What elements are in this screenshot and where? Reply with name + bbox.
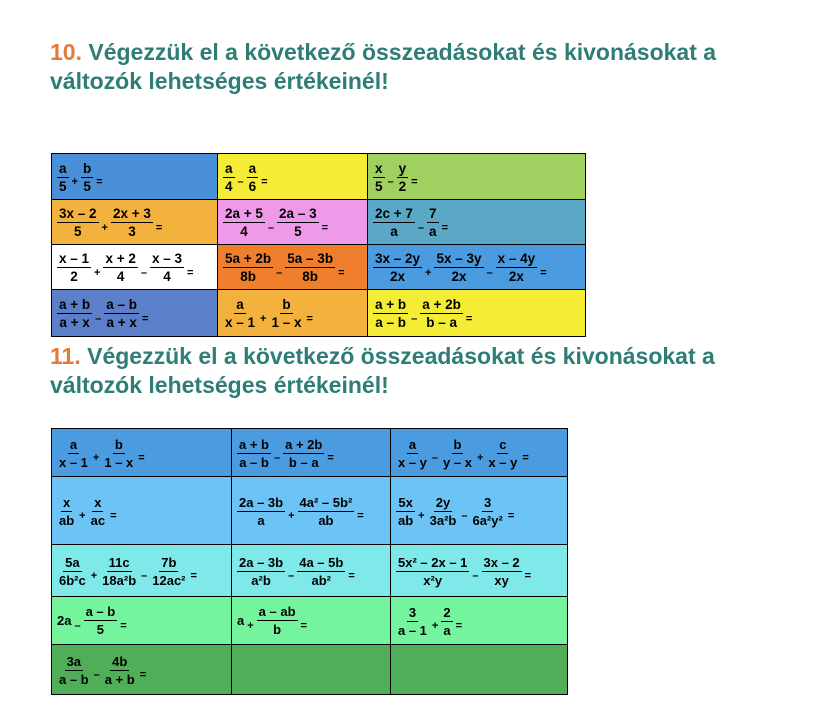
numerator: 2a – 3	[279, 206, 317, 221]
numerator: a + b	[375, 297, 407, 312]
numerator: 5x	[398, 494, 413, 510]
denominator: 6	[248, 178, 257, 194]
numerator: 3	[484, 494, 492, 510]
numerator: 2a + 5	[225, 206, 263, 221]
exercise-cell	[218, 154, 368, 200]
denominator: a – 1	[398, 622, 427, 638]
operator: –	[276, 266, 283, 279]
exercise-cell	[52, 545, 232, 597]
numerator: 7	[429, 206, 437, 221]
numerator: a – b	[85, 604, 116, 619]
fraction	[496, 251, 538, 284]
expression	[56, 555, 197, 588]
denominator: b	[273, 622, 282, 637]
fraction	[396, 605, 429, 638]
expression	[372, 251, 547, 284]
fraction	[269, 297, 303, 330]
fraction	[223, 251, 273, 284]
table-row	[52, 477, 568, 545]
denominator: 2	[398, 178, 407, 194]
expression	[395, 605, 462, 638]
denominator: xy	[494, 572, 509, 588]
numerator: a	[408, 436, 417, 452]
operator: +	[94, 266, 101, 279]
equals-sign: =	[348, 570, 355, 582]
expression	[56, 251, 193, 284]
numerator: 4b	[112, 653, 128, 669]
fraction	[57, 251, 91, 284]
operator: +	[288, 510, 295, 522]
expression	[395, 555, 531, 588]
numerator: b	[114, 436, 123, 452]
equals-sign: =	[507, 510, 515, 522]
fraction	[57, 206, 99, 239]
fraction	[237, 495, 285, 528]
equals-sign: =	[187, 266, 194, 279]
fraction	[57, 654, 91, 687]
denominator: 4	[240, 224, 248, 239]
exercise-cell	[218, 245, 368, 290]
equals-sign: =	[357, 510, 364, 522]
expression	[236, 555, 355, 588]
fraction	[486, 437, 519, 470]
denominator: 8b	[240, 269, 256, 284]
denominator: a + x	[59, 315, 90, 330]
exercise-10-number: 10.	[50, 39, 82, 65]
expression	[236, 495, 364, 528]
exercise-10-body	[52, 154, 586, 337]
operator: –	[417, 221, 425, 234]
expression	[56, 654, 146, 687]
denominator: x – y	[488, 454, 518, 470]
term: a	[237, 613, 245, 628]
numerator: 2c + 7	[375, 206, 413, 221]
exercise-cell	[218, 200, 368, 245]
fraction	[247, 161, 259, 194]
numerator: b	[453, 436, 462, 452]
table-row	[52, 597, 568, 645]
numerator: 2x + 3	[112, 206, 151, 221]
fraction	[420, 297, 463, 330]
operator: –	[74, 619, 81, 632]
numerator: x	[62, 494, 71, 510]
exercise-11-title: Végezzük el a következő összeadásokat és kivonásokat a változók lehetséges értékeinél!	[50, 343, 715, 398]
denominator: 5	[74, 224, 82, 239]
denominator: a	[390, 224, 398, 239]
fraction	[102, 437, 135, 470]
numerator: a + 2b	[285, 436, 323, 452]
equals-sign: =	[441, 221, 448, 234]
denominator: 2	[70, 269, 78, 284]
exercise-cell	[52, 200, 218, 245]
expression	[236, 604, 307, 637]
denominator: a	[429, 224, 437, 239]
expression	[372, 206, 448, 239]
operator: –	[486, 266, 493, 279]
numerator: x – 4y	[497, 251, 536, 266]
fraction	[396, 555, 469, 588]
numerator: y	[398, 160, 407, 176]
expression	[56, 206, 162, 239]
numerator: 5x – 3y	[436, 251, 482, 266]
expression	[56, 297, 148, 330]
denominator: a – b	[375, 315, 406, 330]
denominator: 5	[294, 224, 302, 239]
numerator: 2a – 3b	[239, 554, 284, 570]
table-row	[52, 154, 586, 200]
fraction	[111, 206, 153, 239]
operator: –	[95, 312, 102, 325]
fraction	[237, 437, 271, 470]
exercise-cell	[368, 200, 586, 245]
exercise-cell	[232, 429, 391, 477]
equals-sign: =	[120, 619, 127, 632]
fraction	[482, 555, 522, 588]
operator: +	[476, 452, 484, 464]
fraction	[57, 161, 69, 194]
operator: –	[267, 221, 275, 234]
denominator: 4	[116, 269, 125, 284]
denominator: 1 – x	[271, 315, 302, 330]
expression	[236, 437, 334, 470]
fraction	[57, 297, 92, 330]
equals-sign: =	[261, 176, 268, 188]
denominator: 1 – x	[104, 454, 134, 470]
exercise-cell	[52, 429, 232, 477]
denominator: y – x	[443, 454, 472, 470]
exercise-cell	[391, 645, 568, 695]
denominator: 6a²y²	[472, 512, 503, 528]
fraction	[470, 495, 504, 528]
expression	[395, 495, 514, 528]
fraction	[396, 495, 415, 528]
fraction	[297, 555, 345, 588]
equals-sign: =	[524, 570, 532, 582]
fraction	[104, 297, 139, 330]
expression	[56, 495, 117, 528]
denominator: x – 1	[59, 454, 88, 470]
fraction	[150, 251, 184, 284]
numerator: a – b	[106, 297, 138, 312]
numerator: a	[236, 297, 244, 312]
exercise-cell	[391, 545, 568, 597]
numerator: x	[94, 494, 102, 510]
operator: +	[79, 510, 86, 522]
equals-sign: =	[138, 452, 145, 464]
numerator: 3a	[66, 653, 82, 669]
fraction	[57, 437, 90, 470]
numerator: x	[375, 160, 383, 176]
denominator: a + b	[104, 671, 135, 687]
exercise-cell	[52, 154, 218, 200]
denominator: 3	[128, 224, 136, 239]
denominator: a – b	[59, 671, 89, 687]
equals-sign: =	[300, 619, 307, 632]
equals-sign: =	[327, 452, 334, 464]
equals-sign: =	[540, 266, 547, 279]
equals-sign: =	[321, 221, 329, 234]
fraction	[100, 555, 138, 588]
exercise-cell	[52, 290, 218, 337]
fraction	[223, 206, 265, 239]
fraction	[277, 206, 319, 239]
numerator: x – 1	[59, 251, 90, 266]
fraction	[434, 251, 483, 284]
fraction	[373, 161, 385, 194]
numerator: b	[82, 160, 92, 176]
denominator: 3a²b	[429, 512, 457, 528]
expression	[395, 437, 529, 470]
expression	[372, 297, 472, 330]
numerator: a + 2b	[422, 297, 461, 312]
operator: +	[247, 619, 254, 632]
equals-sign: =	[455, 620, 463, 632]
denominator: b – a	[288, 454, 319, 470]
denominator: 2x	[451, 269, 467, 284]
expression	[56, 161, 103, 194]
operator: +	[101, 221, 108, 234]
exercise-11-body	[52, 429, 568, 695]
operator: –	[411, 312, 418, 325]
numerator: 3x – 2	[483, 554, 520, 570]
fraction	[57, 495, 76, 528]
exercise-10-title: Végezzük el a következő összeadásokat és kivonásokat a változók lehetséges értékeinél!	[50, 39, 717, 94]
exercise-cell	[391, 429, 568, 477]
exercise-cell	[391, 477, 568, 545]
operator: –	[387, 176, 394, 188]
exercise-10-heading	[50, 38, 810, 96]
fraction	[150, 555, 187, 588]
table-row	[52, 545, 568, 597]
equals-sign: =	[522, 452, 529, 464]
fraction	[89, 495, 107, 528]
equals-sign: =	[411, 176, 418, 188]
table-row	[52, 290, 586, 337]
fraction	[373, 251, 422, 284]
equals-sign: =	[155, 221, 163, 234]
denominator: 4	[163, 269, 171, 284]
operator: –	[93, 669, 100, 681]
table-row	[52, 429, 568, 477]
numerator: 2	[443, 604, 451, 620]
exercise-cell	[52, 245, 218, 290]
denominator: 2x	[390, 269, 406, 284]
equals-sign: =	[465, 312, 473, 325]
exercise-11-number: 11.	[50, 343, 81, 369]
table-row	[52, 645, 568, 695]
operator: –	[274, 452, 281, 464]
numerator: 5x² – 2x – 1	[398, 554, 468, 570]
denominator: b – a	[426, 315, 457, 330]
equals-sign: =	[338, 266, 345, 279]
numerator: 2a – 3b	[239, 494, 284, 510]
numerator: a	[225, 160, 233, 176]
fraction	[396, 437, 429, 470]
denominator: ac	[90, 512, 106, 528]
denominator: ab	[59, 512, 75, 528]
fraction	[57, 555, 88, 588]
fraction	[103, 654, 137, 687]
operator: +	[92, 452, 100, 464]
equals-sign: =	[139, 669, 147, 681]
denominator: 18a²b	[102, 572, 137, 588]
exercise-cell	[391, 597, 568, 645]
exercise-cell	[52, 477, 232, 545]
numerator: 5a	[65, 554, 80, 570]
denominator: a	[443, 622, 451, 638]
denominator: 4	[225, 178, 233, 194]
fraction	[237, 555, 285, 588]
table-row	[52, 200, 586, 245]
denominator: 5	[375, 178, 383, 194]
numerator: 4a – 5b	[299, 554, 344, 570]
denominator: x²y	[423, 572, 443, 588]
fraction	[427, 206, 439, 239]
operator: –	[461, 510, 468, 522]
exercise-cell	[232, 545, 391, 597]
denominator: 5	[96, 622, 105, 637]
exercise-cell	[232, 477, 391, 545]
denominator: a²b	[251, 572, 271, 588]
expression	[222, 206, 328, 239]
equals-sign: =	[96, 176, 103, 188]
numerator: 7b	[161, 554, 177, 570]
expression	[56, 604, 127, 637]
numerator: 5a + 2b	[225, 251, 272, 266]
numerator: b	[282, 297, 291, 312]
expression	[56, 437, 145, 470]
denominator: ab	[318, 512, 334, 528]
numerator: 3x – 2y	[375, 251, 421, 266]
fraction	[285, 251, 335, 284]
expression	[222, 297, 313, 330]
fraction	[441, 605, 452, 638]
exercise-cell	[368, 290, 586, 337]
denominator: x – y	[398, 454, 427, 470]
denominator: a – b	[239, 454, 269, 470]
denominator: ab²	[311, 572, 332, 588]
expression	[372, 161, 418, 194]
fraction	[373, 297, 408, 330]
operator: –	[288, 570, 295, 582]
equals-sign: =	[110, 510, 117, 522]
exercise-cell	[52, 597, 232, 645]
expression	[222, 251, 345, 284]
operator: +	[418, 510, 425, 522]
fraction	[373, 206, 415, 239]
denominator: a	[257, 512, 265, 528]
numerator: 4a² – 5b²	[299, 494, 353, 510]
equals-sign: =	[306, 312, 313, 325]
exercise-10-table	[51, 153, 586, 337]
fraction	[298, 495, 355, 528]
operator: +	[71, 176, 78, 188]
fraction	[257, 604, 298, 637]
denominator: 2x	[508, 269, 524, 284]
fraction	[441, 437, 474, 470]
operator: –	[472, 570, 479, 582]
denominator: ab	[398, 512, 414, 528]
exercise-cell	[218, 290, 368, 337]
operator: +	[260, 312, 267, 325]
exercise-cell	[52, 645, 232, 695]
operator: –	[431, 452, 439, 464]
numerator: 3x – 2	[59, 206, 97, 221]
numerator: a	[59, 160, 67, 176]
exercise-cell	[368, 154, 586, 200]
denominator: 6b²c	[59, 572, 86, 588]
numerator: a	[69, 436, 78, 452]
denominator: 5	[59, 178, 67, 194]
denominator: a + x	[106, 315, 137, 330]
operator: –	[237, 176, 244, 188]
fraction	[84, 604, 118, 637]
numerator: 11c	[108, 554, 130, 570]
denominator: 12ac²	[152, 572, 186, 588]
numerator: a + b	[239, 436, 269, 452]
expression	[222, 161, 268, 194]
operator: –	[141, 570, 148, 582]
operator: –	[140, 266, 147, 279]
exercise-11-heading	[50, 342, 810, 400]
numerator: x – 3	[152, 251, 183, 266]
table-row	[52, 245, 586, 290]
term: 2a	[57, 613, 72, 628]
fraction	[428, 495, 459, 528]
fraction	[223, 297, 257, 330]
operator: +	[90, 570, 98, 582]
numerator: x + 2	[105, 251, 136, 266]
numerator: 2y	[435, 494, 451, 510]
fraction	[283, 437, 324, 470]
numerator: c	[499, 436, 507, 452]
numerator: a – ab	[258, 604, 296, 619]
numerator: a	[248, 160, 257, 176]
fraction	[223, 161, 235, 194]
equals-sign: =	[190, 570, 197, 582]
denominator: 8b	[302, 269, 319, 284]
exercise-11-table	[51, 428, 568, 695]
denominator: 5	[83, 178, 91, 194]
numerator: 3	[408, 604, 417, 620]
equals-sign: =	[142, 312, 149, 325]
numerator: a + b	[59, 297, 91, 312]
exercise-cell	[232, 645, 391, 695]
denominator: x – 1	[225, 315, 256, 330]
fraction	[103, 251, 137, 284]
exercise-cell	[232, 597, 391, 645]
fraction	[81, 161, 93, 194]
numerator: 5a – 3b	[287, 251, 334, 266]
operator: +	[431, 620, 439, 632]
operator: +	[425, 266, 432, 279]
fraction	[397, 161, 409, 194]
exercise-cell	[368, 245, 586, 290]
